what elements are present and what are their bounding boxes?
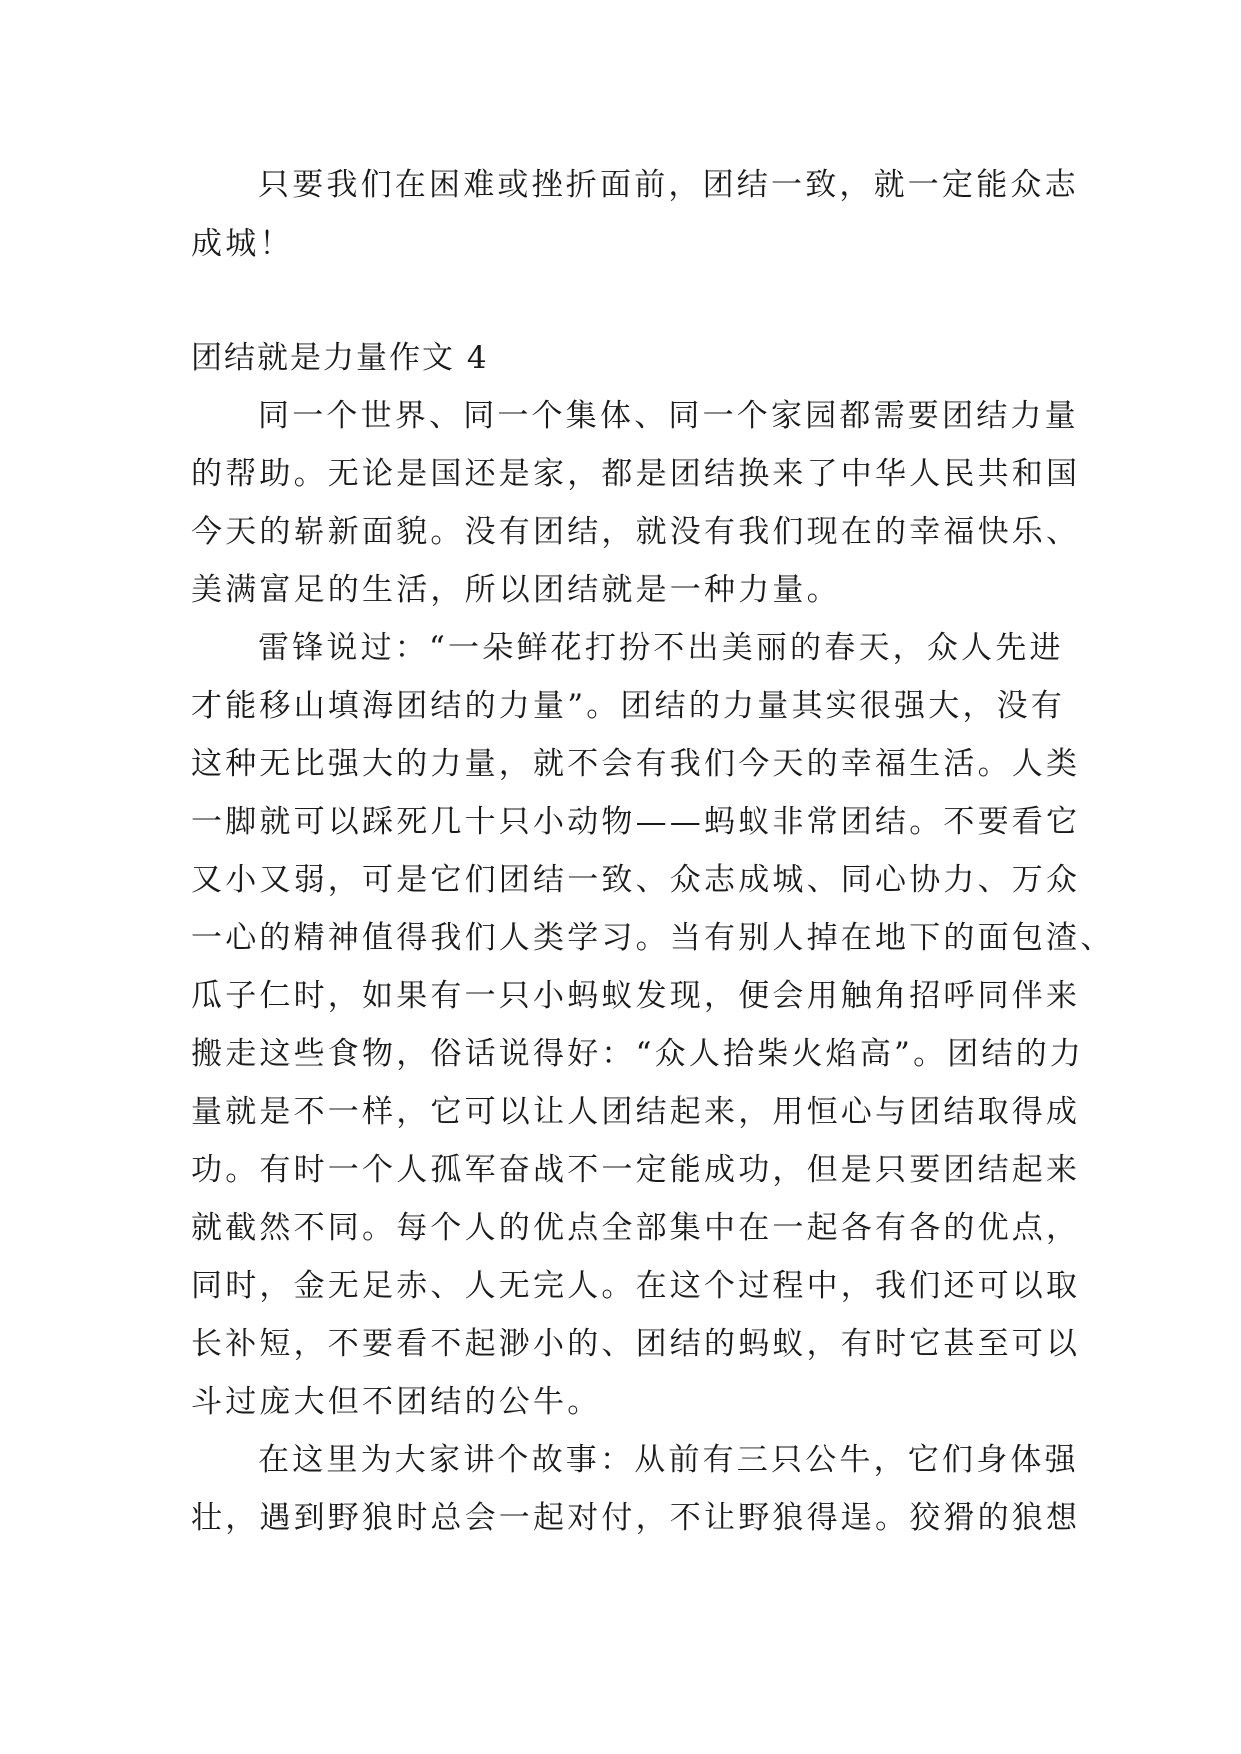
text-line: 瓜子仁时，如果有一只小蚂蚁发现，便会用触角招呼同伴来 [191, 978, 1081, 1014]
text-line: 功。有时一个人孤军奋战不一定能成功，但是只要团结起来 [191, 1152, 1081, 1188]
text-line: 的帮助。无论是国还是家，都是团结换来了中华人民共和国 [191, 456, 1081, 492]
text-line: 成城！ [191, 226, 294, 262]
text-line: 就截然不同。每个人的优点全部集中在一起各有各的优点， [191, 1210, 1081, 1246]
text-line: 这种无比强大的力量，就不会有我们今天的幸福生活。人类 [191, 746, 1081, 782]
section-title: 团结就是力量作文 4 [191, 340, 489, 376]
text-line: 同时，金无足赤、人无完人。在这个过程中，我们还可以取 [191, 1268, 1081, 1304]
text-line: 一脚就可以踩死几十只小动物——蚂蚁非常团结。不要看它 [191, 804, 1081, 840]
text-line: 搬走这些食物，俗话说得好：“众人拾柴火焰高”。团结的力 [191, 1036, 1085, 1072]
text-line: 长补短，不要看不起渺小的、团结的蚂蚁，有时它甚至可以 [191, 1326, 1081, 1362]
text-line: 量就是不一样，它可以让人团结起来，用恒心与团结取得成 [191, 1094, 1081, 1130]
text-line: 美满富足的生活，所以团结就是一种力量。 [191, 572, 841, 608]
text-line: 只要我们在困难或挫折面前，团结一致，就一定能众志 [258, 167, 1079, 203]
text-line: 斗过庞大但不团结的公牛。 [191, 1384, 602, 1420]
text-line: 才能移山填海团结的力量”。团结的力量其实很强大，没有 [191, 688, 1066, 724]
text-line: 在这里为大家讲个故事：从前有三只公牛，它们身体强 [258, 1442, 1079, 1478]
text-line: 雷锋说过：“一朵鲜花打扮不出美丽的春天，众人先进 [258, 630, 1064, 666]
text-line: 又小又弱，可是它们团结一致、众志成城、同心协力、万众 [191, 862, 1081, 898]
text-line: 今天的崭新面貌。没有团结，就没有我们现在的幸福快乐、 [191, 514, 1081, 550]
text-line: 一心的精神值得我们人类学习。当有别人掉在地下的面包渣、 [191, 920, 1115, 956]
text-line: 同一个世界、同一个集体、同一个家园都需要团结力量 [258, 398, 1079, 434]
text-line: 壮，遇到野狼时总会一起对付，不让野狼得逞。狡猾的狼想 [191, 1500, 1081, 1536]
